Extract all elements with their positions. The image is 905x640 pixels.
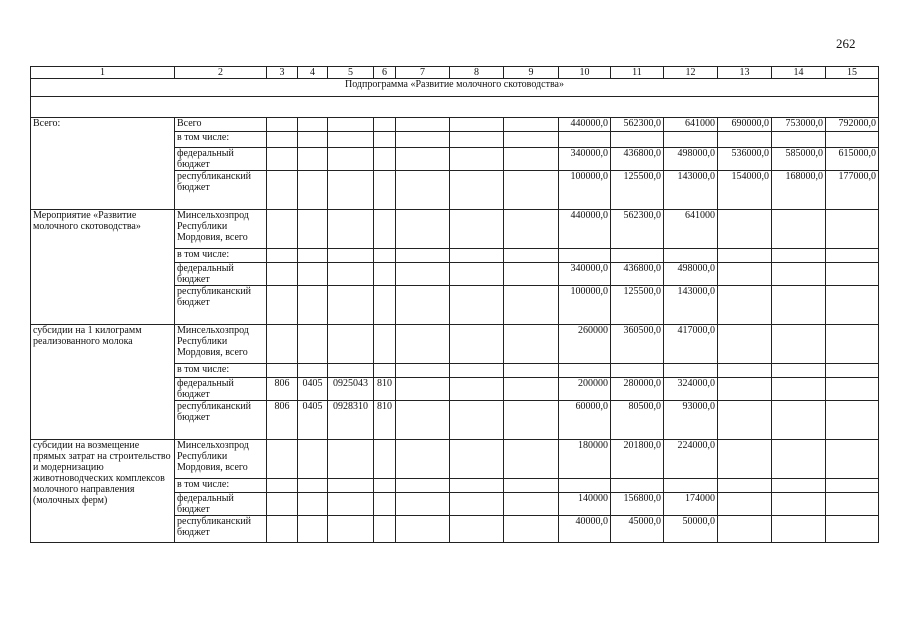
value-cell: 156800,0 (611, 493, 664, 516)
value-cell: 40000,0 (559, 516, 611, 543)
value-cell (718, 132, 772, 148)
value-cell: 753000,0 (772, 118, 826, 132)
empty-cell (396, 132, 450, 148)
value-cell (611, 132, 664, 148)
value-cell (718, 479, 772, 493)
classification-code: 0928310 (328, 401, 374, 440)
column-number: 7 (396, 67, 450, 79)
value-cell (718, 286, 772, 325)
value-cell: 200000 (559, 378, 611, 401)
column-number: 6 (374, 67, 396, 79)
value-cell: 340000,0 (559, 148, 611, 171)
column-number: 5 (328, 67, 374, 79)
classification-code (328, 516, 374, 543)
classification-code (267, 493, 298, 516)
value-cell: 280000,0 (611, 378, 664, 401)
empty-cell (450, 325, 504, 364)
empty-cell (396, 401, 450, 440)
row-label: республиканский бюджет (175, 516, 267, 543)
empty-cell (450, 364, 504, 378)
value-cell (772, 210, 826, 249)
classification-code (374, 210, 396, 249)
row-label: федеральный бюджет (175, 493, 267, 516)
value-cell (611, 249, 664, 263)
empty-cell (396, 148, 450, 171)
value-cell (718, 249, 772, 263)
row-label: федеральный бюджет (175, 263, 267, 286)
classification-code (374, 325, 396, 364)
value-cell: 60000,0 (559, 401, 611, 440)
classification-code (328, 249, 374, 263)
classification-code (298, 364, 328, 378)
value-cell: 80500,0 (611, 401, 664, 440)
value-cell (718, 210, 772, 249)
empty-cell (450, 378, 504, 401)
value-cell (826, 516, 879, 543)
row-label: в том числе: (175, 249, 267, 263)
value-cell (718, 325, 772, 364)
classification-code (267, 325, 298, 364)
classification-code: 806 (267, 378, 298, 401)
empty-cell (396, 516, 450, 543)
classification-code (298, 493, 328, 516)
empty-cell (504, 401, 559, 440)
subprogram-title-row (31, 79, 879, 97)
classification-code (267, 249, 298, 263)
classification-code (267, 118, 298, 132)
value-cell (772, 286, 826, 325)
table-row (31, 440, 879, 479)
classification-code: 0405 (298, 401, 328, 440)
column-number-row (31, 67, 879, 79)
column-number: 10 (559, 67, 611, 79)
row-label: в том числе: (175, 364, 267, 378)
classification-code (298, 479, 328, 493)
empty-cell (396, 378, 450, 401)
classification-code: 806 (267, 401, 298, 440)
classification-code (374, 148, 396, 171)
classification-code (328, 479, 374, 493)
value-cell: 440000,0 (559, 210, 611, 249)
classification-code (374, 132, 396, 148)
value-cell: 340000,0 (559, 263, 611, 286)
empty-cell (450, 171, 504, 210)
classification-code (374, 364, 396, 378)
empty-cell (450, 479, 504, 493)
empty-cell (396, 118, 450, 132)
classification-code (267, 364, 298, 378)
value-cell (772, 440, 826, 479)
column-number: 12 (664, 67, 718, 79)
value-cell: 585000,0 (772, 148, 826, 171)
value-cell: 93000,0 (664, 401, 718, 440)
value-cell: 45000,0 (611, 516, 664, 543)
classification-code (267, 148, 298, 171)
value-cell (611, 364, 664, 378)
value-cell: 536000,0 (718, 148, 772, 171)
groups-body (31, 118, 879, 543)
group-name: субсидии на возмещение прямых затрат на строительство и модернизацию животноводческих комплексов молочного направления (молочных ферм) (31, 440, 175, 543)
value-cell (559, 249, 611, 263)
value-cell: 154000,0 (718, 171, 772, 210)
table-row (31, 118, 879, 132)
classification-code (328, 263, 374, 286)
empty-cell (396, 286, 450, 325)
empty-cell (504, 263, 559, 286)
row-label: федеральный бюджет (175, 148, 267, 171)
classification-code (328, 325, 374, 364)
value-cell (664, 479, 718, 493)
value-cell: 201800,0 (611, 440, 664, 479)
value-cell (559, 479, 611, 493)
value-cell: 168000,0 (772, 171, 826, 210)
value-cell (772, 325, 826, 364)
row-label: федеральный бюджет (175, 378, 267, 401)
value-cell (772, 378, 826, 401)
value-cell (718, 401, 772, 440)
classification-code (267, 171, 298, 210)
classification-code (267, 263, 298, 286)
value-cell: 180000 (559, 440, 611, 479)
empty-cell (396, 249, 450, 263)
column-number: 4 (298, 67, 328, 79)
value-cell (772, 401, 826, 440)
empty-cell (504, 210, 559, 249)
value-cell (772, 364, 826, 378)
classification-code (298, 171, 328, 210)
column-number: 14 (772, 67, 826, 79)
empty-cell (396, 263, 450, 286)
empty-cell (450, 148, 504, 171)
classification-code (328, 132, 374, 148)
value-cell: 436800,0 (611, 263, 664, 286)
value-cell: 417000,0 (664, 325, 718, 364)
empty-cell (504, 493, 559, 516)
value-cell: 177000,0 (826, 171, 879, 210)
value-cell (611, 479, 664, 493)
value-cell (559, 132, 611, 148)
value-cell (826, 325, 879, 364)
value-cell: 440000,0 (559, 118, 611, 132)
page-number: 262 (836, 36, 856, 51)
value-cell (826, 132, 879, 148)
empty-cell (504, 171, 559, 210)
empty-cell (504, 325, 559, 364)
column-number: 13 (718, 67, 772, 79)
value-cell (718, 364, 772, 378)
classification-code: 0925043 (328, 378, 374, 401)
value-cell (718, 378, 772, 401)
classification-code (267, 132, 298, 148)
classification-code (298, 132, 328, 148)
empty-cell (504, 118, 559, 132)
classification-code (328, 118, 374, 132)
value-cell: 498000,0 (664, 263, 718, 286)
classification-code (328, 286, 374, 325)
value-cell: 143000,0 (664, 286, 718, 325)
classification-code (374, 286, 396, 325)
value-cell (826, 479, 879, 493)
value-cell: 436800,0 (611, 148, 664, 171)
value-cell: 641000 (664, 210, 718, 249)
value-cell: 498000,0 (664, 148, 718, 171)
value-cell: 100000,0 (559, 171, 611, 210)
row-label: Минсельхозпрод Республики Мордовия, всего (175, 440, 267, 479)
classification-code (298, 325, 328, 364)
value-cell: 125500,0 (611, 171, 664, 210)
empty-cell (504, 516, 559, 543)
value-cell: 125500,0 (611, 286, 664, 325)
value-cell (664, 132, 718, 148)
group-name: субсидии на 1 килограмм реализованного молока (31, 325, 175, 440)
value-cell (772, 132, 826, 148)
empty-cell (396, 210, 450, 249)
value-cell: 140000 (559, 493, 611, 516)
column-number: 1 (31, 67, 175, 79)
classification-code (298, 148, 328, 171)
classification-code (267, 286, 298, 325)
row-label: Минсельхозпрод Республики Мордовия, всего (175, 325, 267, 364)
empty-cell (450, 401, 504, 440)
empty-cell (396, 364, 450, 378)
classification-code (267, 516, 298, 543)
value-cell (772, 479, 826, 493)
value-cell (826, 210, 879, 249)
empty-cell (450, 516, 504, 543)
value-cell (718, 516, 772, 543)
classification-code: 810 (374, 401, 396, 440)
empty-cell (504, 132, 559, 148)
classification-code (298, 118, 328, 132)
value-cell (772, 249, 826, 263)
classification-code (298, 516, 328, 543)
classification-code (374, 440, 396, 479)
empty-cell (450, 493, 504, 516)
value-cell: 260000 (559, 325, 611, 364)
classification-code (267, 210, 298, 249)
classification-code (298, 263, 328, 286)
empty-cell (450, 132, 504, 148)
empty-cell (396, 440, 450, 479)
spacer-row (31, 97, 879, 118)
value-cell (718, 263, 772, 286)
empty-cell (504, 148, 559, 171)
classification-code (267, 440, 298, 479)
row-label: в том числе: (175, 479, 267, 493)
classification-code (374, 263, 396, 286)
classification-code (374, 493, 396, 516)
classification-code (374, 171, 396, 210)
empty-cell (504, 378, 559, 401)
value-cell (664, 364, 718, 378)
row-label: Всего (175, 118, 267, 132)
empty-cell (396, 493, 450, 516)
value-cell (559, 364, 611, 378)
value-cell (718, 493, 772, 516)
column-number: 11 (611, 67, 664, 79)
empty-cell (396, 479, 450, 493)
row-label: республиканский бюджет (175, 401, 267, 440)
column-number: 15 (826, 67, 879, 79)
value-cell (826, 286, 879, 325)
row-label: республиканский бюджет (175, 286, 267, 325)
column-number: 9 (504, 67, 559, 79)
empty-cell (450, 286, 504, 325)
value-cell: 641000 (664, 118, 718, 132)
value-cell: 562300,0 (611, 118, 664, 132)
value-cell (772, 493, 826, 516)
classification-code (298, 286, 328, 325)
empty-cell (450, 249, 504, 263)
classification-code (328, 171, 374, 210)
group-name: Всего: (31, 118, 175, 210)
classification-code (328, 364, 374, 378)
column-number: 8 (450, 67, 504, 79)
classification-code (328, 440, 374, 479)
value-cell (772, 516, 826, 543)
empty-cell (396, 325, 450, 364)
value-cell: 360500,0 (611, 325, 664, 364)
value-cell (826, 263, 879, 286)
column-number: 3 (267, 67, 298, 79)
classification-code: 810 (374, 378, 396, 401)
value-cell (664, 249, 718, 263)
empty-cell (504, 286, 559, 325)
classification-code (328, 148, 374, 171)
empty-cell (504, 479, 559, 493)
value-cell: 562300,0 (611, 210, 664, 249)
value-cell (826, 440, 879, 479)
value-cell: 690000,0 (718, 118, 772, 132)
classification-code (298, 440, 328, 479)
value-cell (826, 401, 879, 440)
classification-code: 0405 (298, 378, 328, 401)
classification-code (374, 479, 396, 493)
value-cell: 615000,0 (826, 148, 879, 171)
value-cell: 143000,0 (664, 171, 718, 210)
empty-cell (504, 440, 559, 479)
classification-code (374, 249, 396, 263)
classification-code (374, 516, 396, 543)
group-name: Мероприятие «Развитие молочного скотоводства» (31, 210, 175, 325)
row-label: в том числе: (175, 132, 267, 148)
value-cell (826, 364, 879, 378)
table-row (31, 325, 879, 364)
value-cell (772, 263, 826, 286)
empty-cell (450, 118, 504, 132)
budget-table (30, 66, 879, 543)
value-cell: 792000,0 (826, 118, 879, 132)
value-cell: 324000,0 (664, 378, 718, 401)
row-label: республиканский бюджет (175, 171, 267, 210)
empty-cell (504, 249, 559, 263)
value-cell (826, 249, 879, 263)
empty-cell (450, 263, 504, 286)
value-cell: 50000,0 (664, 516, 718, 543)
value-cell (826, 493, 879, 516)
value-cell: 174000 (664, 493, 718, 516)
empty-cell (396, 171, 450, 210)
classification-code (298, 210, 328, 249)
classification-code (267, 479, 298, 493)
value-cell: 100000,0 (559, 286, 611, 325)
empty-cell (450, 440, 504, 479)
value-cell (826, 378, 879, 401)
table-row (31, 210, 879, 249)
classification-code (328, 493, 374, 516)
value-cell: 224000,0 (664, 440, 718, 479)
row-label: Минсельхозпрод Республики Мордовия, всего (175, 210, 267, 249)
value-cell (718, 440, 772, 479)
classification-code (298, 249, 328, 263)
empty-cell (504, 364, 559, 378)
column-number: 2 (175, 67, 267, 79)
classification-code (328, 210, 374, 249)
empty-cell (450, 210, 504, 249)
classification-code (374, 118, 396, 132)
subprogram-title: Подпрограмма «Развитие молочного скотоводства» (31, 79, 879, 97)
